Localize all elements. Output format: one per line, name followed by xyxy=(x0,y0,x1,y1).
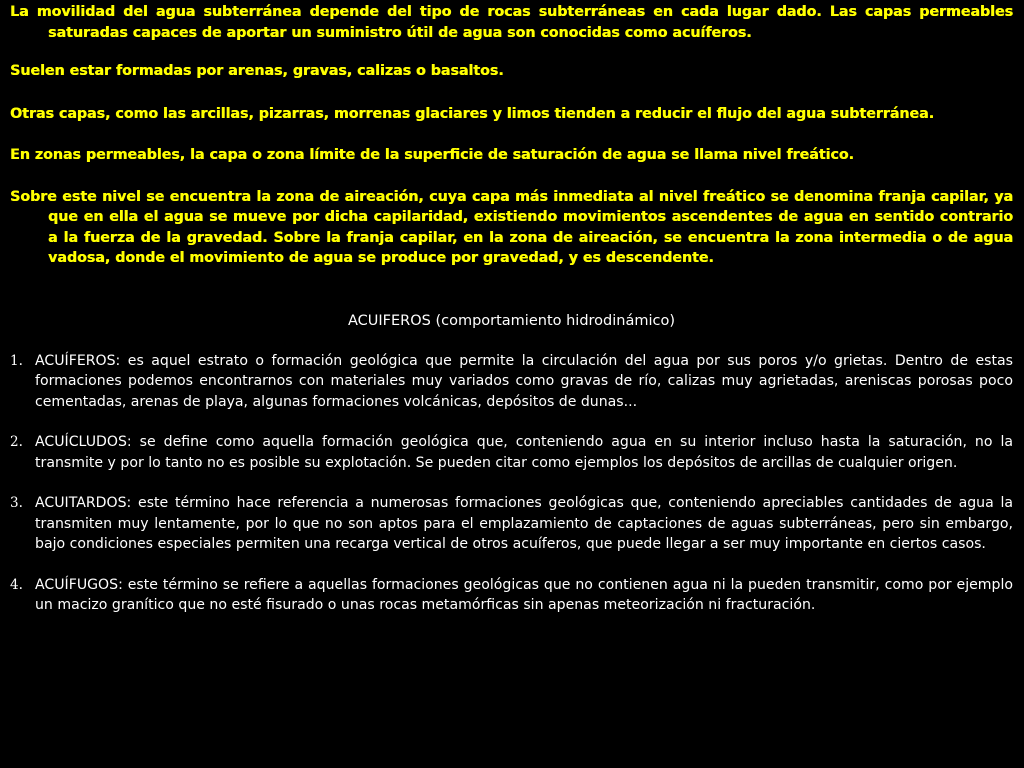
list-item-acuitardos xyxy=(10,493,1013,555)
list-item-text: ACUÍFEROS: es aquel estrato o formación geológica que permite la circulación del agua por sus poros y/o grietas. Dentro de estas formaciones podemos encontrarnos con materiales muy variados como gravas de río, calizas muy agrietadas, areniscas porosas poco cementadas, arenas de playa, algunas formaciones volcánicas, depósitos de dunas... xyxy=(35,352,1013,410)
list-item-number: 2. xyxy=(10,434,23,450)
intro-paragraph-otras-capas: Otras capas, como las arcillas, pizarras, morrenas glaciares y limos tienden a reducir el flujo del agua subterránea. xyxy=(10,105,934,122)
intro-paragraph-zona-aireacion: Sobre este nivel se encuentra la zona de aireación, cuya capa más inmediata al nivel freático se denomina franja capilar, ya que en ella el agua se mueve por dicha capilaridad, existiendo movimientos ascendentes de agua en sentido contrario a la fuerza de la gravedad. Sobre la franja capilar, en la zona de aireación, se encuentra la zona intermedia o de agua vadosa, donde el movimiento de agua se produce por gravedad, y es descendente. xyxy=(10,188,1013,266)
list-item-acuicludos xyxy=(10,432,1013,473)
list-item-acuiferos xyxy=(10,351,1013,413)
list-item-number: 4. xyxy=(10,576,23,593)
list-item-acuifugos xyxy=(10,575,1013,616)
list-item-number: 3. xyxy=(10,495,23,511)
intro-paragraph-formacion: Suelen estar formadas por arenas, gravas, calizas o basaltos. xyxy=(10,63,504,79)
intro-paragraph-movilidad: La movilidad del agua subterránea depende del tipo de rocas subterráneas en cada lugar dado. Las capas permeables saturadas capaces de aportar un suministro útil de agua son conocidas como acuíferos. xyxy=(10,4,1013,41)
intro-paragraph-nivel-freatico: En zonas permeables, la capa o zona límite de la superficie de saturación de agua se llama nivel freático. xyxy=(10,147,854,163)
section-title: ACUIFEROS (comportamiento hidrodinámico) xyxy=(347,312,676,329)
list-item-text: ACUITARDOS: este término hace referencia a numerosas formaciones geológicas que, conteniendo apreciables cantidades de agua la transmiten muy lentamente, por lo que no son aptos para el emplazamiento de captaciones de aguas subterráneas, pero sin embargo, bajo condiciones especiales permiten una recarga vertical de otros acuíferos, que puede llegar a ser muy importante en ciertos casos. xyxy=(35,495,1013,552)
list-item-text: ACUÍFUGOS: este término se refiere a aquellas formaciones geológicas que no contienen agua ni la pueden transmitir, como por ejemplo un macizo granítico que no esté fisurado o unas rocas metamórficas sin apenas meteorización ni fracturación. xyxy=(35,576,1013,613)
list-item-text: ACUÍCLUDOS: se define como aquella formación geológica que, conteniendo agua en su interior incluso hasta la saturación, no la transmite y por lo tanto no es posible su explotación. Se pueden citar como ejemplos los depósitos de arcillas de cualquier origen. xyxy=(35,434,1013,471)
list-item-number: 1. xyxy=(10,352,23,369)
aquifer-types-list xyxy=(10,351,1013,616)
